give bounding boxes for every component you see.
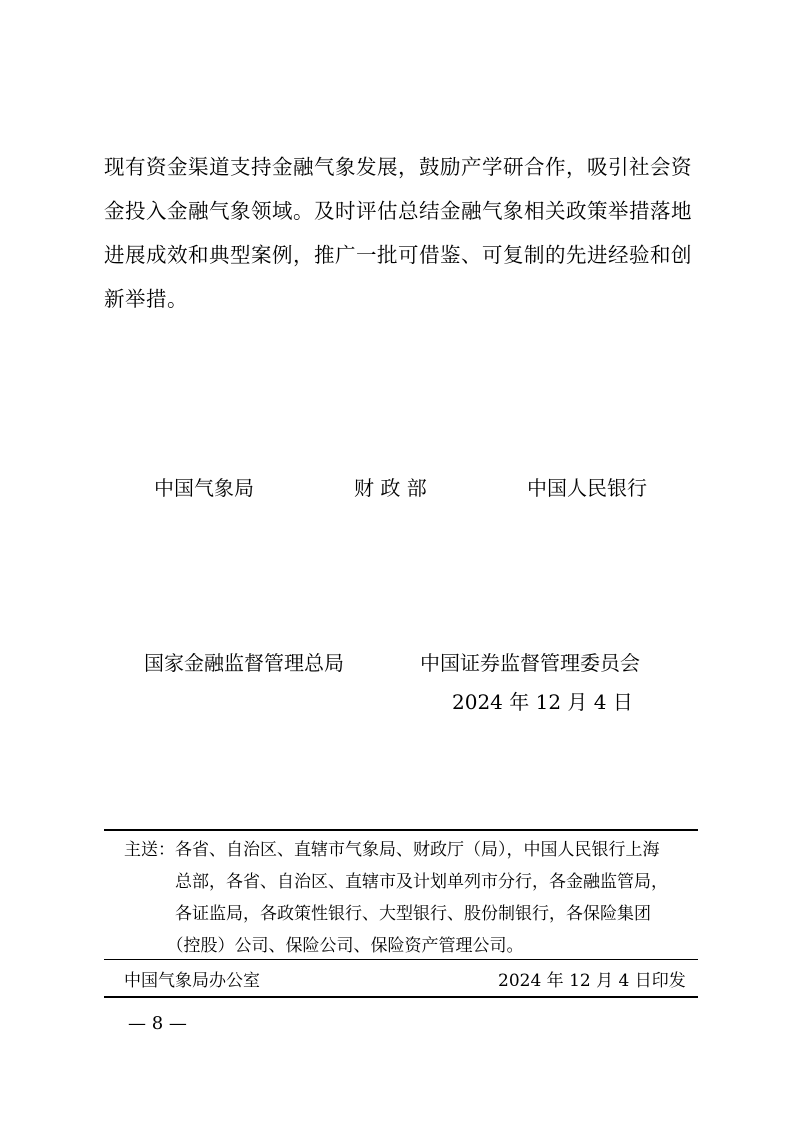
distribution-line: 主送：各省、自治区、直辖市气象局、财政厅（局），中国人民银行上海 <box>124 840 660 860</box>
issue-date: 2024 年 12 月 4 日印发 <box>498 971 686 991</box>
signature-cma: 中国气象局 <box>154 476 254 500</box>
body-line: 金投入金融气象领域。及时评估总结金融气象相关政策举措落地 <box>104 199 692 223</box>
signature-pboc: 中国人民银行 <box>527 476 647 500</box>
signature-mof: 财 政 部 <box>354 476 427 500</box>
footer-bottom-rule <box>104 996 698 998</box>
signature-date: 2024 年 12 月 4 日 <box>452 690 633 714</box>
body-line: 进展成效和典型案例，推广一批可借鉴、可复制的先进经验和创 <box>104 243 692 267</box>
distribution-line: （控股）公司、保险公司、保险资产管理公司。 <box>124 936 524 956</box>
body-line: 新举措。 <box>104 287 188 311</box>
distribution-line: 总部，各省、自治区、直辖市及计划单列市分行，各金融监管局， <box>124 872 668 892</box>
signature-nfra: 国家金融监督管理总局 <box>144 651 344 675</box>
footer-top-rule <box>104 959 698 960</box>
issuer-office: 中国气象局办公室 <box>124 971 260 991</box>
distribution-top-rule <box>104 829 698 831</box>
signature-csrc: 中国证券监督管理委员会 <box>420 651 640 675</box>
body-paragraph <box>104 145 704 321</box>
distribution-line: 各证监局，各政策性银行、大型银行、股份制银行，各保险集团 <box>124 904 651 924</box>
body-line: 现有资金渠道支持金融气象发展，鼓励产学研合作，吸引社会资 <box>104 155 692 179</box>
page-number: — 8 — <box>128 1013 187 1034</box>
distribution-list <box>124 834 704 962</box>
